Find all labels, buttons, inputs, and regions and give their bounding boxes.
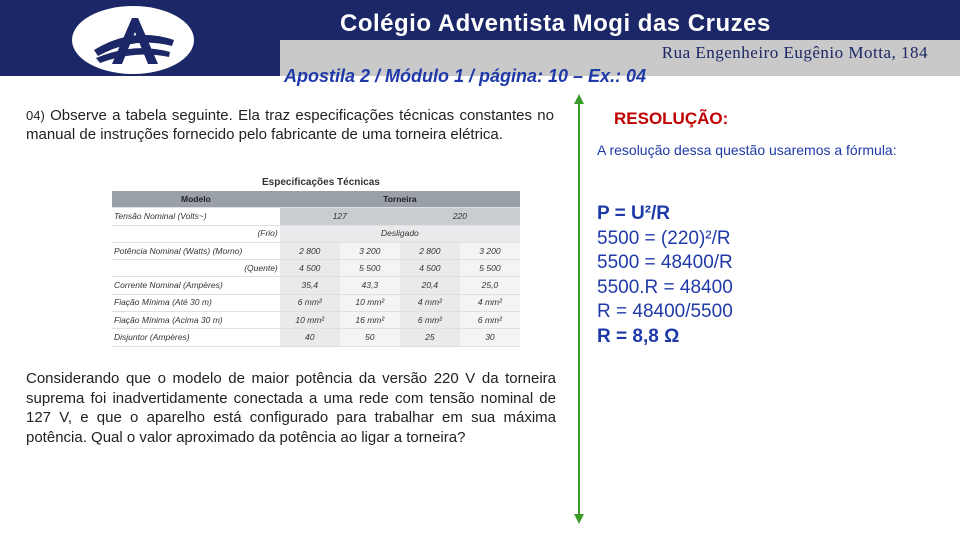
formula-line: 5500 = (220)²/R	[597, 227, 731, 249]
table-cell: 30	[460, 329, 520, 346]
row-label: Fiação Mínima (Até 30 m)	[112, 294, 280, 311]
table-cell: 6 mm²	[400, 312, 460, 329]
question-body: Considerando que o modelo de maior potência da versão 220 V da torneira suprema foi inadvertidamente conectada a uma rede com tensão nominal de 127 V, e que o aparelho está configurado para trabalhar em sua máxima potência. Qual o valor aproximado da potência ao ligar a torneira?	[26, 370, 556, 446]
voltage-220: 220	[400, 208, 520, 225]
row-label: Potência Nominal (Watts) (Morno)	[112, 242, 280, 259]
frio-label: (Frio)	[112, 225, 280, 242]
table-cell: 40	[280, 329, 340, 346]
table-header-row	[112, 191, 520, 208]
table-cell: 43,3	[340, 277, 400, 294]
formula-line: 5500.R = 48400	[597, 276, 733, 298]
table-cell: 4 500	[280, 260, 340, 277]
desligado-cell: Desligado	[280, 225, 520, 242]
table-row	[112, 208, 520, 225]
vertical-divider-arrow	[570, 94, 588, 524]
table-cell: 6 mm²	[280, 294, 340, 311]
page-title: Apostila 2 / Módulo 1 / página: 10 – Ex.: 04	[284, 66, 647, 86]
question-intro	[26, 106, 554, 144]
voltage-127: 127	[280, 208, 400, 225]
school-address: Rua Engenheiro Eugênio Motta, 184	[661, 43, 928, 62]
row-label: Corrente Nominal (Ampères)	[112, 277, 280, 294]
question-number: 04)	[26, 108, 45, 123]
table-row	[112, 329, 520, 346]
formula-result: R = 8,8 Ω	[597, 325, 680, 347]
resolution-title: RESOLUÇÃO:	[614, 109, 729, 128]
table-cell: 4 500	[400, 260, 460, 277]
spec-table-title: Especificações Técnicas	[262, 177, 380, 188]
table-cell: 4 mm²	[460, 294, 520, 311]
table-cell: 50	[340, 329, 400, 346]
table-cell: 5 500	[340, 260, 400, 277]
table-cell: 2 800	[280, 242, 340, 259]
table-cell: 6 mm²	[460, 312, 520, 329]
table-cell: 3 200	[460, 242, 520, 259]
table-cell: 35,4	[280, 277, 340, 294]
table-row	[112, 312, 520, 329]
table-row	[112, 277, 520, 294]
table-cell: 25	[400, 329, 460, 346]
table-cell: 25,0	[460, 277, 520, 294]
formula-line: P = U²/R	[597, 203, 671, 224]
adventist-logo-icon	[72, 6, 194, 74]
formula-block	[597, 202, 937, 349]
school-name: Colégio Adventista Mogi das Cruzes	[340, 10, 771, 37]
row-label: (Quente)	[112, 260, 280, 277]
resolution-text: A resolução dessa questão usaremos a fórmula:	[597, 142, 897, 158]
header-product: Torneira	[280, 191, 520, 208]
formula-line: 5500 = 48400/R	[597, 252, 733, 273]
formula-line: R = 48400/5500	[597, 301, 733, 322]
table-cell: 5 500	[460, 260, 520, 277]
row-label: Fiação Mínima (Acima 30 m)	[112, 312, 280, 329]
table-cell: 16 mm²	[340, 312, 400, 329]
table-cell: 2 800	[400, 242, 460, 259]
spec-table	[112, 191, 520, 347]
table-row	[112, 260, 520, 277]
table-cell: 20,4	[400, 277, 460, 294]
table-row	[112, 294, 520, 311]
voltage-label: Tensão Nominal (Volts~)	[112, 208, 280, 225]
table-cell: 3 200	[340, 242, 400, 259]
header-model: Modelo	[112, 191, 280, 208]
table-cell: 4 mm²	[400, 294, 460, 311]
table-row	[112, 242, 520, 259]
row-label: Disjuntor (Ampères)	[112, 329, 280, 346]
table-cell: 10 mm²	[340, 294, 400, 311]
table-cell: 10 mm²	[280, 312, 340, 329]
table-row	[112, 225, 520, 242]
question-intro-text: Observe a tabela seguinte. Ela traz especificações técnicas constantes no manual de instruções fornecido pelo fabricante de uma torneira elétrica.	[26, 107, 554, 143]
